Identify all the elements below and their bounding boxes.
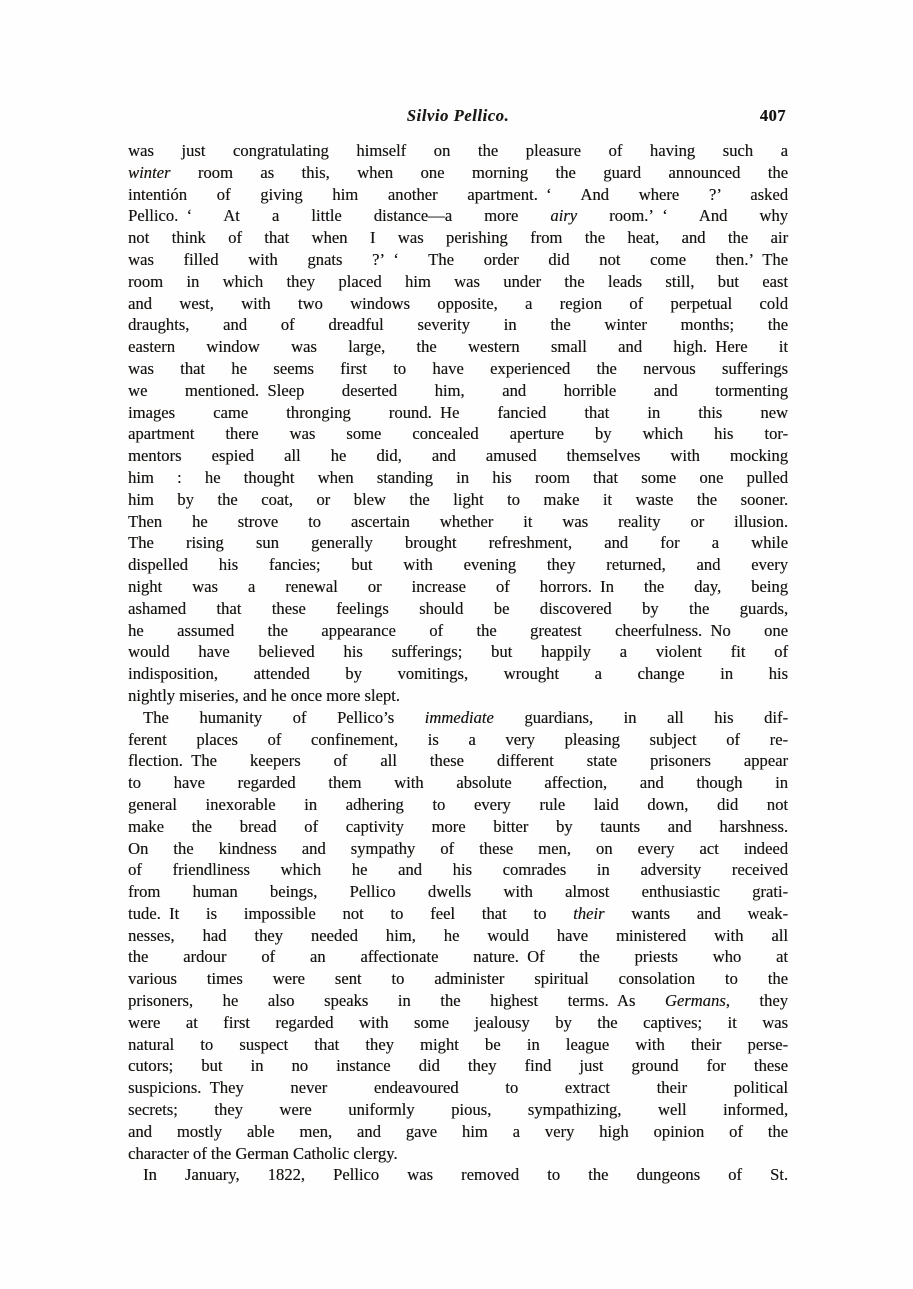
text-line: was filled with gnats ?’ ‘ The order did not come then.’ The <box>128 249 788 269</box>
text-line: flection. The keepers of all these different state prisoners appear <box>128 751 788 771</box>
text-line: the ardour of an affectionate nature. Of the priests who at <box>128 947 788 967</box>
text-line: was that he seems first to have experienced the nervous sufferings <box>128 358 788 378</box>
text-line: not think of that when I was perishing from the heat, and the air <box>128 228 788 248</box>
page-header <box>128 106 788 132</box>
text-line: tude. It is impossible not to feel that to their wants and weak- <box>128 903 788 923</box>
text-line: character of the German Catholic clergy. <box>128 1143 398 1163</box>
text-line: dispelled his fancies; but with evening they returned, and every <box>128 555 788 575</box>
text-line: he assumed the appearance of the greatest cheerfulness. No one <box>128 620 788 640</box>
text-line: Then he strove to ascertain whether it was reality or illusion. <box>128 511 788 531</box>
text-line: him by the coat, or blew the light to make it waste the sooner. <box>128 489 788 509</box>
text-line: prisoners, he also speaks in the highest terms. As Germans, they <box>128 991 788 1011</box>
text-line: nightly miseries, and he once more slept. <box>128 685 400 705</box>
text-line: secrets; they were uniformly pious, sympathizing, well informed, <box>128 1100 788 1120</box>
text-line: night was a renewal or increase of horrors. In the day, being <box>128 576 788 596</box>
text-line: would have believed his sufferings; but happily a violent fit of <box>128 642 788 662</box>
text-line: images came thronging round. He fancied that in this new <box>128 402 788 422</box>
text-line: apartment there was some concealed aperture by which his tor- <box>128 424 788 444</box>
text-line: general inexorable in adhering to every rule laid down, did not <box>128 794 788 814</box>
paragraph <box>128 707 788 1165</box>
text-line: ashamed that these feelings should be discovered by the guards, <box>128 598 788 618</box>
text-line: and west, with two windows opposite, a region of perpetual cold <box>128 293 788 313</box>
text-line: to have regarded them with absolute affection, and though in <box>128 773 788 793</box>
text-line: In January, 1822, Pellico was removed to the dungeons of St. <box>143 1165 788 1185</box>
text-line: draughts, and of dreadful severity in the winter months; the <box>128 315 788 335</box>
text-line: of friendliness which he and his comrades in adversity received <box>128 860 788 880</box>
text-line: indisposition, attended by vomitings, wrought a change in his <box>128 664 788 684</box>
paragraph <box>128 1164 788 1186</box>
text-line: make the bread of captivity more bitter by taunts and harshness. <box>128 816 788 836</box>
text-line: mentors espied all he did, and amused themselves with mocking <box>128 446 788 466</box>
text-line: winter room as this, when one morning the guard announced the <box>128 162 788 182</box>
text-line: intentión of giving him another apartment. ‘ And where ?’ asked <box>128 184 788 204</box>
paragraph <box>128 140 788 707</box>
text-line: eastern window was large, the western small and high. Here it <box>128 337 788 357</box>
text-body <box>128 140 788 1186</box>
text-line: we mentioned. Sleep deserted him, and horrible and tormenting <box>128 380 788 400</box>
text-line: Pellico. ‘ At a little distance—a more airy room.’ ‘ And why <box>128 206 788 226</box>
text-line: The humanity of Pellico’s immediate guardians, in all his dif- <box>143 707 788 727</box>
text-line: room in which they placed him was under the leads still, but east <box>128 271 788 291</box>
page-number: 407 <box>759 106 786 125</box>
text-line: natural to suspect that they might be in league with their perse- <box>128 1034 788 1054</box>
text-line: cutors; but in no instance did they find just ground for these <box>128 1056 788 1076</box>
text-line: him : he thought when standing in his room that some one pulled <box>128 467 788 487</box>
text-line: from human beings, Pellico dwells with almost enthusiastic grati- <box>128 882 788 902</box>
text-line: various times were sent to administer spiritual consolation to the <box>128 969 788 989</box>
text-line: ferent places of confinement, is a very pleasing subject of re- <box>128 729 788 749</box>
text-line: were at first regarded with some jealousy by the captives; it was <box>128 1012 788 1032</box>
text-line: nesses, had they needed him, he would have ministered with all <box>128 925 788 945</box>
text-line: suspicions. They never endeavoured to extract their political <box>128 1078 788 1098</box>
text-line: was just congratulating himself on the pleasure of having such a <box>128 141 788 160</box>
running-title: Silvio Pellico. <box>406 106 510 125</box>
text-line: On the kindness and sympathy of these men, on every act indeed <box>128 838 788 858</box>
text-line: and mostly able men, and gave him a very high opinion of the <box>128 1121 788 1141</box>
text-line: The rising sun generally brought refreshment, and for a while <box>128 533 788 553</box>
